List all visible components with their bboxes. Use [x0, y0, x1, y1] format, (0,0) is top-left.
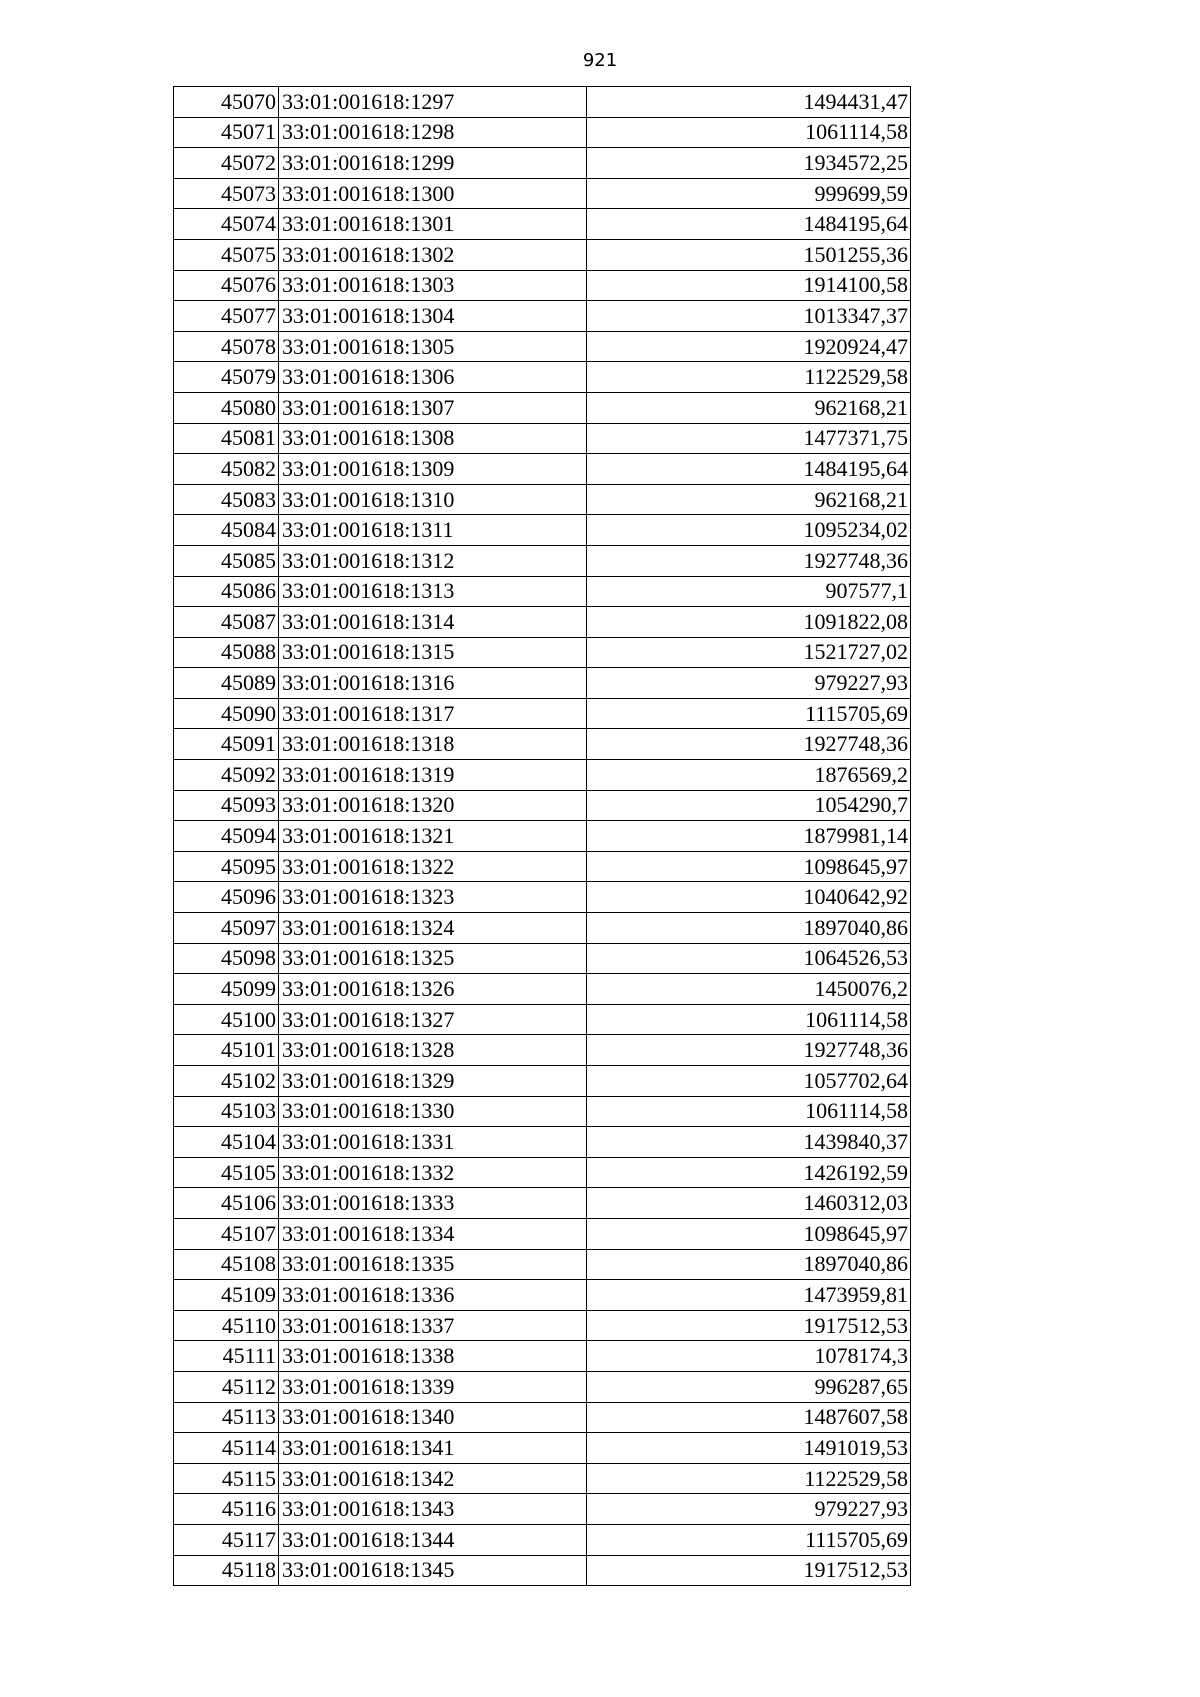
cadastral-number-cell: 33:01:001618:1311	[279, 515, 587, 546]
row-number-cell: 45096	[174, 882, 279, 913]
cadastral-number-cell: 33:01:001618:1312	[279, 545, 587, 576]
cadastral-number-cell: 33:01:001618:1330	[279, 1096, 587, 1127]
cadastral-number-cell: 33:01:001618:1317	[279, 698, 587, 729]
cadastral-value-cell: 1064526,53	[587, 943, 911, 974]
cadastral-value-cell: 1054290,7	[587, 790, 911, 821]
row-number-cell: 45117	[174, 1524, 279, 1555]
row-number-cell: 45089	[174, 668, 279, 699]
row-number-cell: 45091	[174, 729, 279, 760]
row-number-cell: 45082	[174, 454, 279, 485]
table-row	[174, 1004, 911, 1035]
table-row	[174, 1127, 911, 1158]
row-number-cell: 45088	[174, 637, 279, 668]
row-number-cell: 45075	[174, 239, 279, 270]
cadastral-value-cell: 1876569,2	[587, 760, 911, 791]
cadastral-value-cell: 1927748,36	[587, 1035, 911, 1066]
cadastral-value-cell: 1098645,97	[587, 851, 911, 882]
row-number-cell: 45100	[174, 1004, 279, 1035]
table-row	[174, 974, 911, 1005]
table-row	[174, 913, 911, 944]
cadastral-number-cell: 33:01:001618:1316	[279, 668, 587, 699]
cadastral-number-cell: 33:01:001618:1339	[279, 1371, 587, 1402]
row-number-cell: 45109	[174, 1280, 279, 1311]
cadastral-number-cell: 33:01:001618:1304	[279, 301, 587, 332]
cadastral-number-cell: 33:01:001618:1332	[279, 1157, 587, 1188]
cadastral-value-cell: 1494431,47	[587, 87, 911, 118]
row-number-cell: 45114	[174, 1433, 279, 1464]
cadastral-value-cell: 1061114,58	[587, 117, 911, 148]
table-row	[174, 1157, 911, 1188]
cadastral-number-cell: 33:01:001618:1315	[279, 637, 587, 668]
row-number-cell: 45086	[174, 576, 279, 607]
row-number-cell: 45070	[174, 87, 279, 118]
row-number-cell: 45103	[174, 1096, 279, 1127]
cadastral-value-cell: 1122529,58	[587, 362, 911, 393]
row-number-cell: 45104	[174, 1127, 279, 1158]
cadastral-number-cell: 33:01:001618:1322	[279, 851, 587, 882]
table-row	[174, 851, 911, 882]
cadastral-number-cell: 33:01:001618:1310	[279, 484, 587, 515]
cadastral-value-cell: 1917512,53	[587, 1555, 911, 1586]
cadastral-number-cell: 33:01:001618:1303	[279, 270, 587, 301]
table-row	[174, 760, 911, 791]
cadastral-value-cell: 1040642,92	[587, 882, 911, 913]
cadastral-value-cell: 1473959,81	[587, 1280, 911, 1311]
table-row	[174, 423, 911, 454]
cadastral-number-cell: 33:01:001618:1341	[279, 1433, 587, 1464]
cadastral-number-cell: 33:01:001618:1334	[279, 1218, 587, 1249]
row-number-cell: 45081	[174, 423, 279, 454]
cadastral-value-cell: 1927748,36	[587, 729, 911, 760]
cadastral-number-cell: 33:01:001618:1333	[279, 1188, 587, 1219]
cadastral-number-cell: 33:01:001618:1325	[279, 943, 587, 974]
table-row	[174, 87, 911, 118]
table-row	[174, 1066, 911, 1097]
cadastral-number-cell: 33:01:001618:1337	[279, 1310, 587, 1341]
cadastral-value-cell: 1426192,59	[587, 1157, 911, 1188]
table-row	[174, 882, 911, 913]
cadastral-value-cell: 1484195,64	[587, 454, 911, 485]
cadastral-value-cell: 1061114,58	[587, 1004, 911, 1035]
cadastral-value-cell: 1491019,53	[587, 1433, 911, 1464]
row-number-cell: 45073	[174, 178, 279, 209]
cadastral-value-cell: 996287,65	[587, 1371, 911, 1402]
cadastral-value-cell: 1115705,69	[587, 698, 911, 729]
cadastral-value-cell: 1501255,36	[587, 239, 911, 270]
cadastral-number-cell: 33:01:001618:1324	[279, 913, 587, 944]
row-number-cell: 45092	[174, 760, 279, 791]
row-number-cell: 45072	[174, 148, 279, 179]
cadastral-value-cell: 1521727,02	[587, 637, 911, 668]
row-number-cell: 45111	[174, 1341, 279, 1372]
cadastral-value-cell: 1013347,37	[587, 301, 911, 332]
cadastral-number-cell: 33:01:001618:1298	[279, 117, 587, 148]
table-row	[174, 576, 911, 607]
table-row	[174, 1249, 911, 1280]
row-number-cell: 45090	[174, 698, 279, 729]
table-row	[174, 1494, 911, 1525]
row-number-cell: 45083	[174, 484, 279, 515]
cadastral-value-cell: 979227,93	[587, 1494, 911, 1525]
cadastral-number-cell: 33:01:001618:1338	[279, 1341, 587, 1372]
table-row	[174, 1371, 911, 1402]
cadastral-value-cell: 1078174,3	[587, 1341, 911, 1372]
row-number-cell: 45079	[174, 362, 279, 393]
cadastral-number-cell: 33:01:001618:1314	[279, 607, 587, 638]
table-row	[174, 209, 911, 240]
cadastral-number-cell: 33:01:001618:1331	[279, 1127, 587, 1158]
table-row	[174, 668, 911, 699]
row-number-cell: 45087	[174, 607, 279, 638]
cadastral-number-cell: 33:01:001618:1329	[279, 1066, 587, 1097]
row-number-cell: 45112	[174, 1371, 279, 1402]
table-row	[174, 1280, 911, 1311]
table-row	[174, 178, 911, 209]
cadastral-number-cell: 33:01:001618:1299	[279, 148, 587, 179]
cadastral-value-cell: 1897040,86	[587, 1249, 911, 1280]
row-number-cell: 45071	[174, 117, 279, 148]
table-row	[174, 1310, 911, 1341]
cadastral-value-cell: 1439840,37	[587, 1127, 911, 1158]
cadastral-value-cell: 1879981,14	[587, 821, 911, 852]
row-number-cell: 45097	[174, 913, 279, 944]
cadastral-number-cell: 33:01:001618:1326	[279, 974, 587, 1005]
row-number-cell: 45106	[174, 1188, 279, 1219]
row-number-cell: 45107	[174, 1218, 279, 1249]
row-number-cell: 45113	[174, 1402, 279, 1433]
row-number-cell: 45094	[174, 821, 279, 852]
cadastral-number-cell: 33:01:001618:1320	[279, 790, 587, 821]
row-number-cell: 45080	[174, 392, 279, 423]
table-row	[174, 1188, 911, 1219]
cadastral-number-cell: 33:01:001618:1305	[279, 331, 587, 362]
table-row	[174, 790, 911, 821]
row-number-cell: 45115	[174, 1463, 279, 1494]
row-number-cell: 45116	[174, 1494, 279, 1525]
cadastral-value-cell: 1934572,25	[587, 148, 911, 179]
cadastral-value-cell: 1450076,2	[587, 974, 911, 1005]
table-row	[174, 607, 911, 638]
cadastral-value-cell: 1477371,75	[587, 423, 911, 454]
cadastral-value-cell: 962168,21	[587, 484, 911, 515]
table-row	[174, 148, 911, 179]
table-row	[174, 331, 911, 362]
cadastral-value-cell: 962168,21	[587, 392, 911, 423]
row-number-cell: 45076	[174, 270, 279, 301]
table-row	[174, 1555, 911, 1586]
table-row	[174, 270, 911, 301]
cadastral-value-cell: 1920924,47	[587, 331, 911, 362]
cadastral-number-cell: 33:01:001618:1301	[279, 209, 587, 240]
table-row	[174, 1433, 911, 1464]
cadastral-number-cell: 33:01:001618:1335	[279, 1249, 587, 1280]
table-row	[174, 515, 911, 546]
cadastral-number-cell: 33:01:001618:1306	[279, 362, 587, 393]
cadastral-number-cell: 33:01:001618:1309	[279, 454, 587, 485]
cadastral-number-cell: 33:01:001618:1319	[279, 760, 587, 791]
cadastral-number-cell: 33:01:001618:1297	[279, 87, 587, 118]
table-row	[174, 545, 911, 576]
cadastral-value-cell: 1460312,03	[587, 1188, 911, 1219]
table-row	[174, 1463, 911, 1494]
table-row	[174, 821, 911, 852]
table-row	[174, 1524, 911, 1555]
row-number-cell: 45078	[174, 331, 279, 362]
row-number-cell: 45093	[174, 790, 279, 821]
table-row	[174, 117, 911, 148]
cadastral-number-cell: 33:01:001618:1308	[279, 423, 587, 454]
table-row	[174, 729, 911, 760]
table-row	[174, 239, 911, 270]
cadastral-number-cell: 33:01:001618:1344	[279, 1524, 587, 1555]
table-row	[174, 454, 911, 485]
table-row	[174, 1035, 911, 1066]
cadastral-number-cell: 33:01:001618:1345	[279, 1555, 587, 1586]
cadastral-number-cell: 33:01:001618:1313	[279, 576, 587, 607]
cadastral-number-cell: 33:01:001618:1300	[279, 178, 587, 209]
table-row	[174, 1218, 911, 1249]
cadastral-value-cell: 979227,93	[587, 668, 911, 699]
cadastral-value-cell: 1122529,58	[587, 1463, 911, 1494]
cadastral-value-table	[173, 86, 911, 1586]
row-number-cell: 45118	[174, 1555, 279, 1586]
row-number-cell: 45101	[174, 1035, 279, 1066]
cadastral-number-cell: 33:01:001618:1307	[279, 392, 587, 423]
row-number-cell: 45110	[174, 1310, 279, 1341]
row-number-cell: 45077	[174, 301, 279, 332]
cadastral-value-cell: 1115705,69	[587, 1524, 911, 1555]
cadastral-value-cell: 1917512,53	[587, 1310, 911, 1341]
cadastral-value-cell: 1927748,36	[587, 545, 911, 576]
row-number-cell: 45108	[174, 1249, 279, 1280]
cadastral-number-cell: 33:01:001618:1302	[279, 239, 587, 270]
row-number-cell: 45084	[174, 515, 279, 546]
cadastral-value-cell: 1484195,64	[587, 209, 911, 240]
table-row	[174, 698, 911, 729]
cadastral-number-cell: 33:01:001618:1328	[279, 1035, 587, 1066]
cadastral-number-cell: 33:01:001618:1336	[279, 1280, 587, 1311]
table-row	[174, 1096, 911, 1127]
row-number-cell: 45105	[174, 1157, 279, 1188]
row-number-cell: 45099	[174, 974, 279, 1005]
row-number-cell: 45095	[174, 851, 279, 882]
table-row	[174, 1402, 911, 1433]
cadastral-value-cell: 1487607,58	[587, 1402, 911, 1433]
row-number-cell: 45074	[174, 209, 279, 240]
table-row	[174, 362, 911, 393]
row-number-cell: 45085	[174, 545, 279, 576]
cadastral-number-cell: 33:01:001618:1327	[279, 1004, 587, 1035]
cadastral-number-cell: 33:01:001618:1342	[279, 1463, 587, 1494]
table-row	[174, 637, 911, 668]
table-row	[174, 484, 911, 515]
cadastral-value-cell: 1095234,02	[587, 515, 911, 546]
cadastral-value-cell: 1091822,08	[587, 607, 911, 638]
cadastral-number-cell: 33:01:001618:1321	[279, 821, 587, 852]
cadastral-number-cell: 33:01:001618:1318	[279, 729, 587, 760]
cadastral-number-cell: 33:01:001618:1323	[279, 882, 587, 913]
cadastral-number-cell: 33:01:001618:1343	[279, 1494, 587, 1525]
cadastral-value-cell: 907577,1	[587, 576, 911, 607]
cadastral-number-cell: 33:01:001618:1340	[279, 1402, 587, 1433]
row-number-cell: 45098	[174, 943, 279, 974]
table-row	[174, 301, 911, 332]
page-number: 921	[582, 50, 618, 71]
table-row	[174, 943, 911, 974]
cadastral-value-cell: 1061114,58	[587, 1096, 911, 1127]
table-body	[174, 87, 911, 1586]
table-row	[174, 392, 911, 423]
cadastral-value-cell: 1914100,58	[587, 270, 911, 301]
cadastral-value-cell: 999699,59	[587, 178, 911, 209]
table-row	[174, 1341, 911, 1372]
row-number-cell: 45102	[174, 1066, 279, 1097]
cadastral-value-cell: 1897040,86	[587, 913, 911, 944]
cadastral-value-cell: 1057702,64	[587, 1066, 911, 1097]
cadastral-value-cell: 1098645,97	[587, 1218, 911, 1249]
